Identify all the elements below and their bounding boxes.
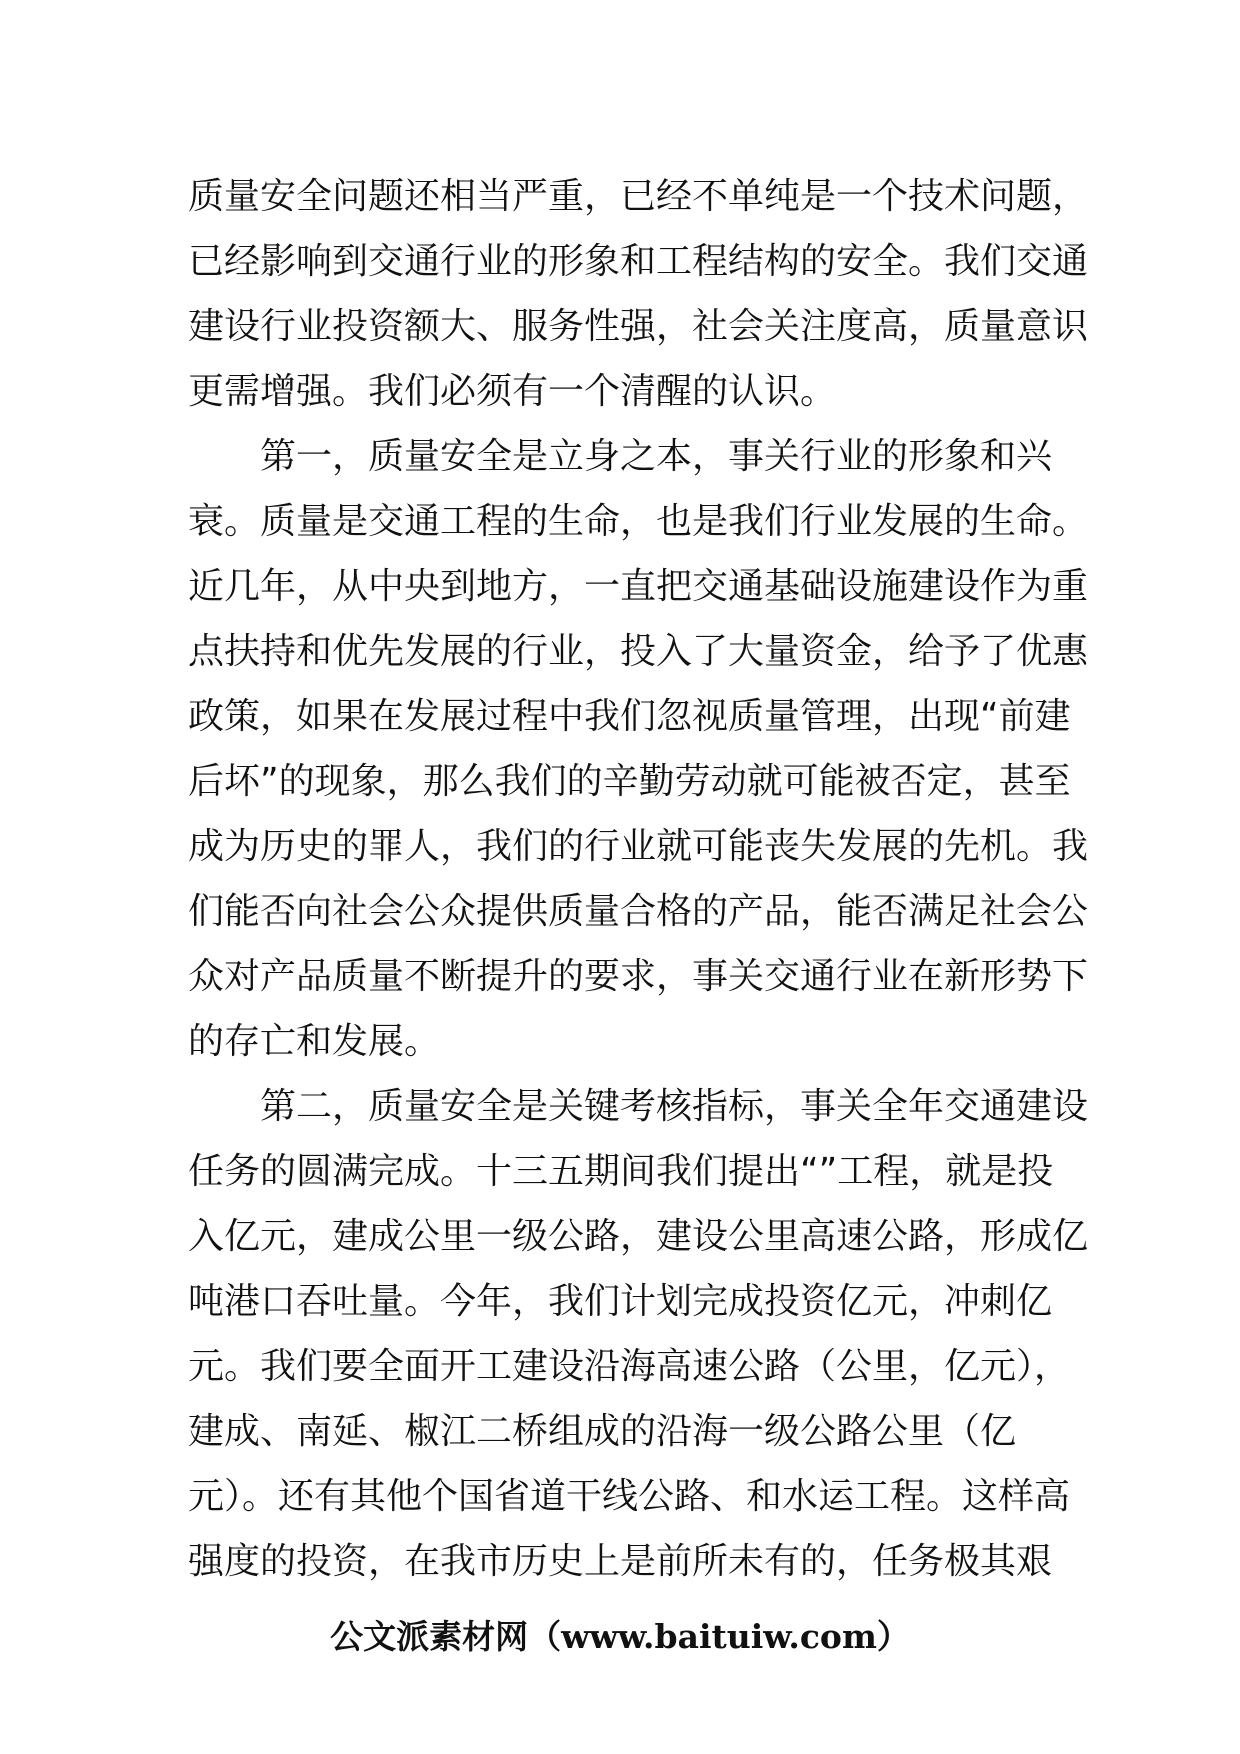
text-line: 强度的投资，在我市历史上是前所未有的，任务极其艰 [188, 1541, 1053, 1582]
text-line: 的存亡和发展。 [188, 1021, 441, 1062]
text-line: 众对产品质量不断提升的要求，事关交通行业在新形势下 [188, 956, 1089, 997]
text-line: 任务的圆满完成。十三五期间我们提出“”工程，就是投 [188, 1151, 1054, 1192]
text-line: 元。我们要全面开工建设沿海高速公路（公里，亿元）， [188, 1346, 1071, 1387]
text-line: 点扶持和优先发展的行业，投入了大量资金，给予了优惠 [188, 631, 1089, 672]
text-line: 们能否向社会公众提供质量合格的产品，能否满足社会公 [188, 891, 1089, 932]
text-line: 第二，质量安全是关键考核指标，事关全年交通建设 [188, 1086, 1089, 1127]
text-line: 已经影响到交通行业的形象和工程结构的安全。我们交通 [188, 241, 1089, 282]
text-line: 建设行业投资额大、服务性强，社会关注度高，质量意识 [188, 306, 1089, 347]
text-line: 建成、南延、椒江二桥组成的沿海一级公路公里（亿 [188, 1411, 1017, 1452]
text-line: 第一，质量安全是立身之本，事关行业的形象和兴 [188, 436, 1053, 477]
text-line: 政策，如果在发展过程中我们忽视质量管理，出现“前建 [188, 696, 1071, 737]
text-line: 质量安全问题还相当严重，已经不单纯是一个技术问题， [188, 176, 1089, 217]
text-line: 后坏”的现象，那么我们的辛勤劳动就可能被否定，甚至 [188, 761, 1071, 802]
text-line: 元）。还有其他个国省道干线公路、和水运工程。这样高 [188, 1476, 1071, 1517]
text-line: 吨港口吞吐量。今年，我们计划完成投资亿元，冲刺亿 [188, 1281, 1053, 1322]
text-line: 衰。质量是交通工程的生命，也是我们行业发展的生命。 [188, 501, 1089, 542]
text-line: 入亿元，建成公里一级公路，建设公里高速公路，形成亿 [188, 1216, 1089, 1257]
document-body [188, 164, 1089, 1594]
text-line: 成为历史的罪人，我们的行业就可能丧失发展的先机。我 [188, 826, 1089, 867]
text-line: 更需增强。我们必须有一个清醒的认识。 [188, 371, 837, 412]
text-line: 近几年，从中央到地方，一直把交通基础设施建设作为重 [188, 566, 1089, 607]
footer-watermark: 公文派素材网（www.baituiw.com） [330, 1617, 910, 1656]
